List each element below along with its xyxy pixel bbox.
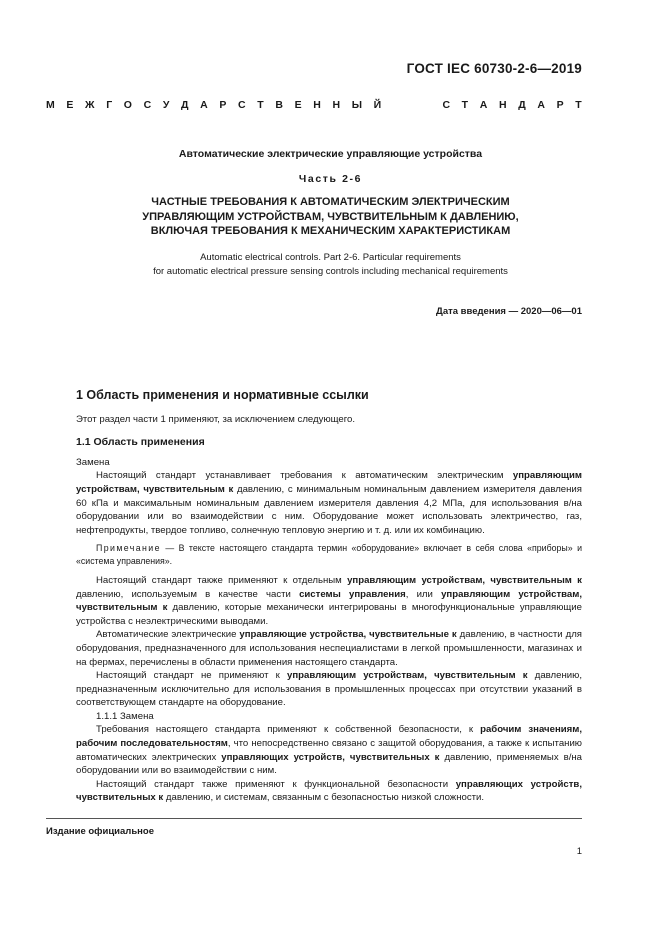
text-run: Настоящий стандарт также применяют к отдельным	[96, 574, 348, 586]
heading-letter: Т	[257, 99, 264, 111]
text-run: Настоящий стандарт устанавливает требования к автоматическим электрическим	[96, 470, 513, 482]
heading-letter: Й	[373, 99, 382, 111]
heading-letter: А	[200, 99, 208, 111]
introduction-date: Дата введения — 2020—06—01	[436, 306, 582, 317]
english-title	[79, 251, 582, 278]
heading-letter: Е	[66, 99, 74, 111]
heading-letter: У	[162, 99, 170, 111]
subtitle-line: УПРАВЛЯЮЩИМ УСТРОЙСТВАМ, ЧУВСТВИТЕЛЬНЫМ К ДАВЛЕНИЮ,	[142, 210, 519, 223]
paragraph	[76, 778, 582, 805]
subtitle	[79, 195, 582, 239]
heading-letter: Ж	[85, 99, 95, 111]
footer-divider	[46, 818, 582, 819]
heading-letter: Д	[181, 99, 189, 111]
defined-term: управляющим устройствам, чувствительным к	[287, 670, 528, 682]
english-title-line: for automatic electrical pressure sensing controls including mechanical requirements	[153, 265, 508, 277]
document-body	[76, 389, 582, 805]
heading-letter: Р	[556, 99, 564, 111]
heading-letter: С	[442, 99, 451, 111]
text-run: Настоящий стандарт также применяют к функциональной безопасности	[96, 778, 456, 790]
heading-letter: Н	[498, 99, 507, 111]
text-run: , или	[405, 588, 442, 600]
part-title: Часть 2-6	[298, 173, 363, 185]
subtitle-line: ЧАСТНЫЕ ТРЕБОВАНИЯ К АВТОМАТИЧЕСКИМ ЭЛЕКТРИЧЕСКИМ	[151, 196, 510, 208]
text-run: , что непосредственно связано с защитой оборудования, а также к испытанию автоматических электрических	[76, 738, 583, 763]
interstate-standard-heading	[46, 99, 582, 111]
text-run: давлению, и системам, связанным с безопасностью низкой сложности.	[163, 792, 485, 804]
subsection-1-1-1-heading: 1.1.1 Замена	[96, 710, 154, 722]
text-run: давлению, в частности для оборудования, предназначенного для использования неспециалистами в легкой промышленности, магазинах и на фермах, перечислены в области применения настоящего стандарта.	[76, 629, 582, 668]
heading-letter: С	[238, 99, 246, 111]
text-run: давлению, применяемых в/на оборудовании или во взаимодействии с ним.	[76, 751, 583, 777]
text-run: Автоматические электрические	[96, 629, 240, 641]
defined-term: системы управления	[299, 588, 406, 600]
heading-letter: Д	[518, 99, 526, 111]
heading-letter: Т	[461, 99, 469, 111]
official-edition-label: Издание официальное	[46, 826, 154, 837]
paragraph	[76, 669, 582, 710]
heading-letter: Т	[575, 99, 582, 111]
heading-letter: Н	[313, 99, 321, 111]
defined-term: рабочим значениям, рабочим последовательностям	[76, 724, 582, 750]
defined-term: управляющих устройств, чувствительных к	[221, 751, 440, 763]
note-text: — В тексте настоящего стандарта термин «оборудование» включает в себя слова «приборы» и «система управления».	[76, 543, 582, 567]
heading-letter: О	[123, 99, 132, 111]
heading-letter: Н	[332, 99, 341, 111]
note-label: Примечание	[96, 543, 161, 554]
main-title: Автоматические электрические управляющие устройства	[178, 148, 483, 160]
subtitle-line: ВКЛЮЧАЯ ТРЕБОВАНИЯ К МЕХАНИЧЕСКИМ ХАРАКТЕРИСТИКАМ	[150, 225, 511, 237]
note	[76, 542, 582, 568]
section-heading: 1 Область применения и нормативные ссылки	[76, 388, 369, 402]
page-number: 1	[576, 846, 582, 857]
defined-term: управляющим устройствам, чувствительным к	[76, 588, 583, 614]
text-run: давлению, предназначенным исключительно для использования в промышленных процессах при отсутствии указаний в соответствующем стандарте на оборудование.	[76, 670, 583, 709]
document-code: ГОСТ IEC 60730-2-6—2019	[406, 61, 582, 76]
heading-letter: Р	[219, 99, 227, 111]
word-gap	[393, 99, 431, 111]
replacement-label: Замена	[76, 456, 110, 468]
text-run: Настоящий стандарт не применяют к	[96, 670, 288, 682]
defined-term: управляющим устройствам, чувствительным к	[76, 470, 582, 495]
heading-letter: А	[537, 99, 545, 111]
section-intro: Этот раздел части 1 применяют, за исключением следующего.	[76, 413, 356, 425]
paragraph	[76, 469, 582, 537]
text-run: давлению, используемым в качестве части	[76, 588, 300, 600]
heading-letter: А	[479, 99, 488, 111]
heading-letter: Ы	[351, 99, 362, 111]
heading-letter: Е	[294, 99, 302, 111]
text-run: давлению, которые механически интегрированы в многофункциональные управляющие устройства с неэлектрическими выводами.	[76, 602, 582, 627]
defined-term: управляющие устройства, чувствительные к	[239, 629, 457, 641]
english-title-line: Automatic electrical controls. Part 2-6. Particular requirements	[200, 252, 461, 263]
heading-letter: С	[143, 99, 152, 111]
defined-term: управляющим устройствам, чувствительным к	[347, 574, 582, 586]
heading-letter: Г	[106, 99, 113, 111]
paragraph	[76, 723, 582, 777]
heading-letter: М	[46, 99, 55, 111]
text-run: Требования настоящего стандарта применяют к собственной безопасности, к	[96, 724, 481, 736]
paragraph	[76, 574, 582, 628]
subsection-heading: 1.1 Область применения	[76, 436, 205, 449]
paragraph	[76, 628, 582, 669]
defined-term: управляющих устройств, чувствительных к	[76, 778, 582, 804]
heading-letter: В	[275, 99, 283, 111]
text-run: давлению, с минимальным номинальным давлением измерителя давления 60 кПа и максимальным номинальным давлением измерителя давления 4,2 МПа, для использования в/на оборудовании или во взаимодействии с ним. Оборудование может использовать электричество, газ, нефтепродукты, твердое топливо, солнечную тепловую энергию и т. д. или их комбинацию.	[76, 483, 582, 536]
